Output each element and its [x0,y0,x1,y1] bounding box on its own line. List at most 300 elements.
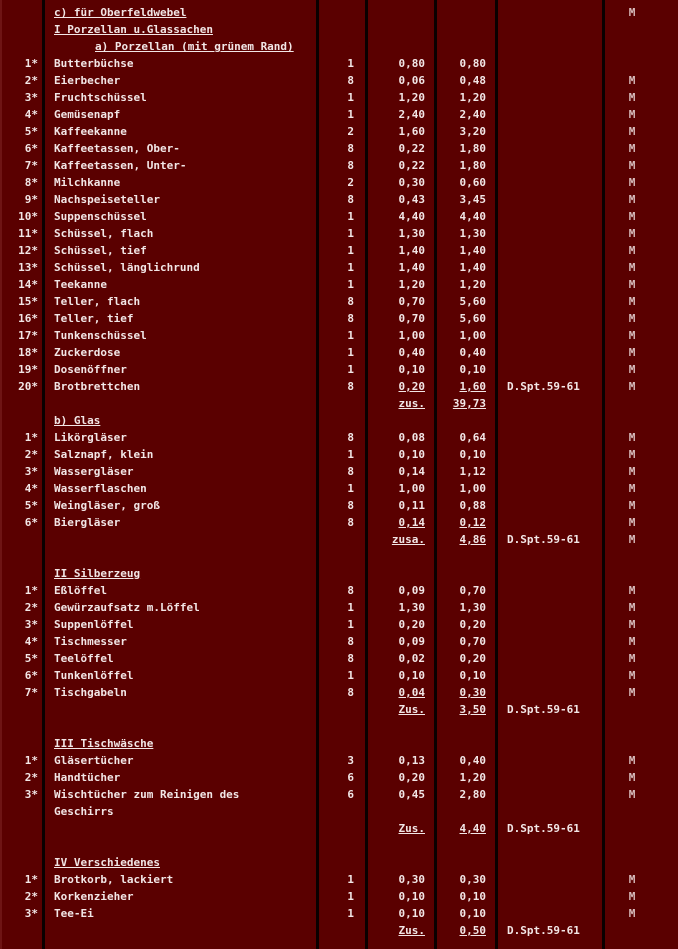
item-name: Korkenzieher [54,890,134,903]
item-name: Tunkenlöffel [54,669,134,682]
item-total: 0,70 [459,635,486,648]
item-quantity: 8 [347,312,354,325]
item-mark: M [628,669,636,682]
item-quantity: 1 [347,108,354,121]
item-number: 16* [18,312,38,325]
item-number: 1* [24,873,38,886]
subtotal-row [2,820,678,837]
item-mark: M [628,448,636,461]
item-mark: M [628,788,636,801]
item-mark: M [628,329,636,342]
item-mark: M [628,312,636,325]
item-number: 3* [24,788,38,801]
table-row [2,752,678,769]
item-number: 5* [24,499,38,512]
item-total: 0,64 [459,431,486,444]
item-unit-price: 0,20 [398,380,425,393]
item-number: 5* [24,125,38,138]
item-mark: M [628,210,636,223]
item-quantity: 1 [347,618,354,631]
item-mark: M [628,601,636,614]
item-unit-price: 1,40 [398,261,425,274]
subtotal-row [2,922,678,939]
table-row [2,480,678,497]
item-total: 3,20 [459,125,486,138]
item-mark: M [628,159,636,172]
item-mark: M [628,142,636,155]
item-name: Tunkenschüssel [54,329,147,342]
item-quantity: 8 [347,193,354,206]
item-unit-price: 0,08 [398,431,425,444]
item-total: 1,00 [459,482,486,495]
item-unit-price: 1,30 [398,601,425,614]
item-number: 15* [18,295,38,308]
item-mark: M [628,873,636,886]
item-total: 0,88 [459,499,486,512]
item-number: 13* [18,261,38,274]
item-name: Salznapf, klein [54,448,154,461]
item-quantity: 6 [347,771,354,784]
item-mark: M [628,6,636,19]
item-unit-price: 0,14 [398,516,425,529]
item-name: Kaffeekanne [54,125,127,138]
table-row [2,157,678,174]
item-total: 2,80 [459,788,486,801]
item-total: 0,10 [459,448,486,461]
item-number: 9* [24,193,38,206]
item-total: 0,30 [459,686,486,699]
item-name: Weingläser, groß [54,499,160,512]
item-name: Dosenöffner [54,363,127,376]
item-number: 14* [18,278,38,291]
item-unit-price: 2,40 [398,108,425,121]
item-name: Schüssel, tief [54,244,147,257]
item-number: 3* [24,907,38,920]
item-number: 7* [24,159,38,172]
item-quantity: 1 [347,91,354,104]
blank-row [2,718,678,735]
item-unit-price: 0,22 [398,142,425,155]
item-unit-price: 0,04 [398,686,425,699]
table-row [2,276,678,293]
item-total: 0,20 [459,652,486,665]
section-heading: IV Verschiedenes [54,856,160,869]
item-unit-price: 0,13 [398,754,425,767]
section-heading-row [2,565,678,582]
item-mark: M [628,499,636,512]
table-row [2,140,678,157]
item-reference: D.Spt.59-61 [507,533,580,546]
item-total: 0,48 [459,74,486,87]
item-unit-price: 0,70 [398,295,425,308]
item-name: Eierbecher [54,74,121,87]
item-mark: M [628,244,636,257]
item-name: Kaffeetassen, Ober- [54,142,180,155]
item-quantity: 1 [347,601,354,614]
table-row [2,89,678,106]
item-quantity: 1 [347,278,354,291]
item-number: 17* [18,329,38,342]
item-total: 0,10 [459,363,486,376]
item-total: 1,60 [459,380,486,393]
table-row [2,582,678,599]
item-number: 18* [18,346,38,359]
item-quantity: 1 [347,244,354,257]
item-mark: M [628,584,636,597]
item-total: 1,80 [459,142,486,155]
item-quantity: 3 [347,754,354,767]
item-mark: M [628,346,636,359]
item-quantity: 1 [347,873,354,886]
item-total: 0,80 [459,57,486,70]
item-number: 12* [18,244,38,257]
item-quantity: 8 [347,652,354,665]
item-number: 6* [24,142,38,155]
subtotal-value: 4,40 [459,822,486,835]
item-total: 1,40 [459,261,486,274]
item-total: 1,30 [459,227,486,240]
subtotal-label: Zus. [398,924,425,937]
table-row [2,905,678,922]
item-number: 5* [24,652,38,665]
item-total: 1,12 [459,465,486,478]
item-total: 3,45 [459,193,486,206]
item-reference: D.Spt.59-61 [507,380,580,393]
blank-row [2,548,678,565]
item-quantity: 1 [347,669,354,682]
item-name: Nachspeiseteller [54,193,160,206]
item-name: Teelöffel [54,652,114,665]
section-heading-row [2,412,678,429]
item-quantity: 1 [347,890,354,903]
item-quantity: 8 [347,142,354,155]
item-unit-price: 1,00 [398,482,425,495]
item-mark: M [628,295,636,308]
item-total: 1,20 [459,771,486,784]
item-unit-price: 0,20 [398,618,425,631]
item-number: 19* [18,363,38,376]
table-row [2,208,678,225]
item-reference: D.Spt.59-61 [507,822,580,835]
blank-row [2,837,678,854]
item-quantity: 8 [347,686,354,699]
table-row [2,684,678,701]
section-heading: III Tischwäsche [54,737,154,750]
item-unit-price: 1,30 [398,227,425,240]
item-number: 6* [24,669,38,682]
item-quantity: 8 [347,295,354,308]
subtotal-value: 0,50 [459,924,486,937]
item-mark: M [628,516,636,529]
item-number: 1* [24,431,38,444]
item-unit-price: 0,45 [398,788,425,801]
item-mark: M [628,363,636,376]
item-name: Kaffeetassen, Unter- [54,159,187,172]
item-mark: M [628,890,636,903]
item-quantity: 8 [347,74,354,87]
item-total: 4,40 [459,210,486,223]
table-row [2,667,678,684]
item-total: 0,10 [459,669,486,682]
table-row [2,650,678,667]
item-total: 1,20 [459,91,486,104]
section-heading-row [2,4,678,21]
item-number: 2* [24,448,38,461]
section-heading-row [2,854,678,871]
item-name: Biergläser [54,516,121,529]
item-mark: M [628,380,636,393]
item-name: Eßlöffel [54,584,107,597]
item-total: 1,00 [459,329,486,342]
item-name: Fruchtschüssel [54,91,147,104]
item-unit-price: 0,43 [398,193,425,206]
item-quantity: 8 [347,159,354,172]
item-total: 5,60 [459,312,486,325]
item-mark: M [628,652,636,665]
item-total: 0,10 [459,890,486,903]
item-unit-price: 1,40 [398,244,425,257]
section-heading: I Porzellan u.Glassachen [54,23,213,36]
item-total: 1,40 [459,244,486,257]
table-row [2,293,678,310]
item-number: 10* [18,210,38,223]
item-number: 2* [24,601,38,614]
item-unit-price: 0,10 [398,448,425,461]
item-unit-price: 0,22 [398,159,425,172]
item-name: Teller, flach [54,295,141,308]
item-number: 4* [24,635,38,648]
item-mark: M [628,108,636,121]
item-number: 11* [18,227,38,240]
item-unit-price: 0,20 [398,771,425,784]
item-mark: M [628,91,636,104]
continuation-row [2,803,678,820]
item-total: 0,10 [459,907,486,920]
section-heading: a) Porzellan (mit grünem Rand) [95,40,294,53]
item-quantity: 8 [347,431,354,444]
item-unit-price: 0,09 [398,635,425,648]
item-name: Geschirrs [54,805,114,818]
table-row [2,888,678,905]
item-number: 8* [24,176,38,189]
table-row [2,242,678,259]
item-quantity: 1 [347,482,354,495]
item-quantity: 8 [347,499,354,512]
table-row [2,497,678,514]
item-number: 4* [24,108,38,121]
table-row [2,786,678,803]
table-row [2,429,678,446]
item-unit-price: 0,80 [398,57,425,70]
item-reference: D.Spt.59-61 [507,924,580,937]
table-row [2,633,678,650]
item-mark: M [628,907,636,920]
subtotal-label: Zus. [398,703,425,716]
table-row [2,361,678,378]
subtotal-value: 39,73 [452,397,486,410]
item-unit-price: 0,10 [398,669,425,682]
item-mark: M [628,227,636,240]
item-number: 6* [24,516,38,529]
item-number: 3* [24,618,38,631]
table-row [2,191,678,208]
subtotal-label: Zus. [398,822,425,835]
item-quantity: 1 [347,346,354,359]
item-number: 20* [18,380,38,393]
item-quantity: 1 [347,448,354,461]
item-name: Teekanne [54,278,107,291]
item-name: Suppenschüssel [54,210,147,223]
table-row [2,446,678,463]
section-heading-row [2,21,678,38]
item-total: 0,60 [459,176,486,189]
item-mark: M [628,686,636,699]
table-row [2,378,678,395]
item-quantity: 8 [347,635,354,648]
item-mark: M [628,482,636,495]
item-number: 4* [24,482,38,495]
table-row [2,463,678,480]
item-number: 1* [24,57,38,70]
section-heading-row [2,735,678,752]
item-name: Handtücher [54,771,121,784]
item-name: Brotbrettchen [54,380,141,393]
table-row [2,599,678,616]
item-quantity: 1 [347,329,354,342]
item-name: Wasserflaschen [54,482,147,495]
item-mark: M [628,431,636,444]
item-unit-price: 1,00 [398,329,425,342]
item-unit-price: 1,60 [398,125,425,138]
item-name: Gemüsenapf [54,108,121,121]
item-name: Schüssel, flach [54,227,154,240]
item-reference: D.Spt.59-61 [507,703,580,716]
item-mark: M [628,754,636,767]
subtotal-value: 4,86 [459,533,486,546]
item-quantity: 1 [347,907,354,920]
item-unit-price: 0,30 [398,176,425,189]
item-total: 0,70 [459,584,486,597]
table-row [2,225,678,242]
item-total: 1,30 [459,601,486,614]
section-heading: b) Glas [54,414,101,427]
item-name: Butterbüchse [54,57,134,70]
item-name: Tee-Ei [54,907,94,920]
item-unit-price: 0,14 [398,465,425,478]
subtotal-label: zus. [398,397,425,410]
item-total: 1,20 [459,278,486,291]
item-quantity: 1 [347,363,354,376]
table-row [2,514,678,531]
table-row [2,344,678,361]
item-mark: M [628,278,636,291]
item-number: 2* [24,771,38,784]
item-mark: M [628,125,636,138]
subsection-heading-row [2,38,678,55]
item-number: 3* [24,91,38,104]
table-row [2,310,678,327]
item-quantity: 1 [347,210,354,223]
item-unit-price: 0,11 [398,499,425,512]
item-total: 1,80 [459,159,486,172]
item-name: Tischgabeln [54,686,127,699]
item-unit-price: 0,40 [398,346,425,359]
section-heading: II Silberzeug [54,567,141,580]
table-row [2,72,678,89]
item-unit-price: 0,10 [398,907,425,920]
table-row [2,259,678,276]
subtotal-row [2,701,678,718]
table-row [2,106,678,123]
item-name: Brotkorb, lackiert [54,873,174,886]
item-quantity: 6 [347,788,354,801]
table-row [2,123,678,140]
item-number: 2* [24,890,38,903]
table-row [2,769,678,786]
item-total: 0,20 [459,618,486,631]
item-number: 7* [24,686,38,699]
item-quantity: 1 [347,57,354,70]
item-unit-price: 4,40 [398,210,425,223]
item-mark: M [628,261,636,274]
item-total: 0,12 [459,516,486,529]
item-number: 1* [24,754,38,767]
subtotal-label: zusa. [391,533,425,546]
item-quantity: 2 [347,176,354,189]
table-row [2,616,678,633]
item-unit-price: 0,09 [398,584,425,597]
item-mark: M [628,771,636,784]
item-total: 0,40 [459,346,486,359]
subtotal-value: 3,50 [459,703,486,716]
item-unit-price: 0,30 [398,873,425,886]
item-unit-price: 0,10 [398,890,425,903]
item-name: Teller, tief [54,312,134,325]
item-number: 1* [24,584,38,597]
item-quantity: 2 [347,125,354,138]
item-name: Tischmesser [54,635,127,648]
item-unit-price: 1,20 [398,91,425,104]
item-unit-price: 1,20 [398,278,425,291]
item-mark: M [628,193,636,206]
table-row [2,55,678,72]
item-unit-price: 0,06 [398,74,425,87]
item-number: 3* [24,465,38,478]
item-unit-price: 0,10 [398,363,425,376]
item-unit-price: 0,70 [398,312,425,325]
section-heading: c) für Oberfeldwebel [54,6,187,19]
subtotal-row [2,531,678,548]
item-quantity: 8 [347,380,354,393]
item-total: 5,60 [459,295,486,308]
item-quantity: 1 [347,227,354,240]
item-mark: M [628,635,636,648]
item-quantity: 1 [347,261,354,274]
table-row [2,174,678,191]
item-mark: M [628,74,636,87]
table-row [2,327,678,344]
item-name: Milchkanne [54,176,121,189]
item-name: Schüssel, länglichrund [54,261,200,274]
item-name: Likörgläser [54,431,127,444]
table-row [2,871,678,888]
item-total: 0,30 [459,873,486,886]
item-mark: M [628,618,636,631]
item-total: 2,40 [459,108,486,121]
item-quantity: 8 [347,465,354,478]
item-mark: M [628,533,636,546]
item-name: Suppenlöffel [54,618,134,631]
